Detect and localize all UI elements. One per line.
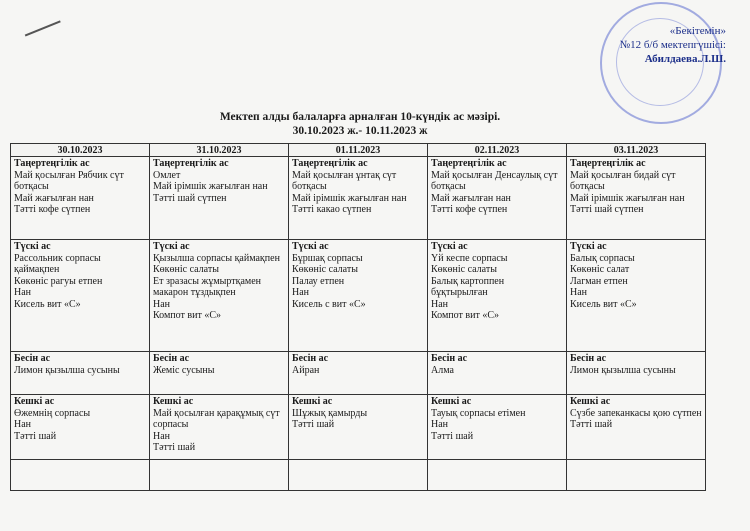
menu-item: Тәтті шай — [431, 430, 474, 442]
menu-item: Компот вит «С» — [153, 310, 222, 321]
meal-title: Бесін ас — [153, 353, 190, 364]
meal-title: Таңертеңгілік ас — [431, 158, 507, 169]
meal-title: Кешкі ас — [153, 396, 194, 407]
menu-item: Көкөніс салат — [570, 264, 630, 275]
menu-item: Май қосылған ұнтақ сүт ботқасы — [292, 169, 397, 192]
date-header: 03.11.2023 — [567, 144, 706, 157]
menu-item: Балық картоппен бұқтырылған — [431, 275, 505, 298]
meal-title: Таңертеңгілік ас — [570, 158, 646, 169]
empty-cell — [150, 460, 289, 491]
date-header: 31.10.2023 — [150, 144, 289, 157]
menu-item: Лимон қызылша сусыны — [14, 364, 120, 376]
meal-title: Түскі ас — [570, 241, 607, 252]
menu-item: Кисель вит «С» — [14, 298, 81, 310]
meal-title: Кешкі ас — [570, 396, 611, 407]
empty-cell — [567, 460, 706, 491]
menu-cell — [567, 395, 706, 460]
meal-title: Кешкі ас — [431, 396, 472, 407]
menu-item: Нан — [153, 430, 171, 442]
menu-item: Алма — [431, 364, 454, 376]
menu-cell — [11, 240, 150, 352]
menu-item: Тәтті шай сүтпен — [570, 204, 644, 215]
menu-item: Нан — [14, 419, 32, 430]
menu-item: Тәтті шай — [570, 419, 613, 430]
menu-item: Тәтті кофе сүтпен — [431, 204, 508, 215]
menu-item: Қызылша сорпасы қаймақпен — [153, 252, 280, 264]
lunch-row — [11, 240, 706, 352]
menu-cell — [150, 157, 289, 240]
approval-signatory: Абилдаева.Л.Ш. — [644, 53, 726, 65]
menu-item: Сүзбе запеканкасы қою сүтпен — [570, 407, 702, 419]
menu-cell — [567, 157, 706, 240]
menu-item: Бұршақ сорпасы — [292, 252, 363, 264]
menu-item: Май қосылған Денсаулық сүт ботқасы — [431, 169, 558, 192]
meal-title: Бесін ас — [292, 353, 329, 364]
menu-item: Өжемнің сорпасы — [14, 407, 91, 419]
meal-title: Кешкі ас — [292, 396, 333, 407]
menu-cell — [289, 240, 428, 352]
date-header-row — [11, 144, 706, 157]
menu-item: Май қосылған Рябчик сүт ботқасы — [14, 169, 124, 192]
meal-title: Бесін ас — [570, 353, 607, 364]
afternoon-snack-row — [11, 352, 706, 395]
document-title: Мектеп алды балаларға арналған 10-күндік ас мәзірі. — [219, 111, 501, 123]
meal-title: Кешкі ас — [14, 396, 55, 407]
approval-heading: «Бекітемін» — [669, 25, 726, 37]
meal-title: Түскі ас — [14, 241, 51, 252]
meal-title: Бесін ас — [431, 353, 468, 364]
meal-title: Түскі ас — [153, 241, 190, 252]
menu-cell — [11, 395, 150, 460]
menu-item: Нан — [570, 287, 588, 298]
meal-title: Түскі ас — [292, 241, 329, 252]
document-period: 30.10.2023 ж.- 10.11.2023 ж — [292, 125, 428, 137]
menu-item: Май қосылған қарақұмық сүт сорпасы — [153, 407, 280, 430]
menu-cell — [150, 240, 289, 352]
menu-item: Май ірімшік жағылған нан — [153, 181, 268, 192]
menu-item: Май ірімшік жағылған нан — [292, 192, 407, 204]
menu-item: Нан — [292, 287, 310, 298]
empty-cell — [11, 460, 150, 491]
menu-item: Нан — [431, 298, 449, 310]
menu-cell — [428, 240, 567, 352]
menu-item: Нан — [431, 419, 449, 430]
menu-table — [10, 143, 706, 491]
menu-item: Май жағылған нан — [14, 192, 94, 204]
menu-item: Нан — [14, 287, 32, 298]
menu-item: Тәтті какао сүтпен — [292, 204, 372, 215]
menu-cell — [428, 395, 567, 460]
menu-item: Үй кеспе сорпасы — [431, 252, 508, 264]
empty-cell — [428, 460, 567, 491]
menu-cell — [11, 352, 150, 395]
menu-item: Балық сорпасы — [570, 252, 635, 264]
menu-item: Кисель вит «С» — [570, 298, 637, 310]
menu-item: Шұжық қамырды — [292, 407, 368, 419]
menu-item: Нан — [153, 298, 171, 310]
menu-cell — [428, 157, 567, 240]
meal-title: Таңертеңгілік ас — [153, 158, 229, 169]
meal-title: Түскі ас — [431, 241, 468, 252]
menu-item: Көкөніс салаты — [431, 264, 497, 275]
menu-item: Көкөніс рагуы етпен — [14, 275, 103, 287]
menu-item: Көкөніс салаты — [292, 264, 358, 275]
menu-item: Омлет — [153, 169, 181, 181]
meal-title: Таңертеңгілік ас — [292, 158, 368, 169]
menu-item: Ет зразасы жұмыртқамен макарон тұздықпен — [153, 275, 262, 298]
menu-item: Кисель с вит «С» — [292, 298, 366, 310]
menu-cell — [150, 395, 289, 460]
date-header: 01.11.2023 — [289, 144, 428, 157]
empty-cell — [289, 460, 428, 491]
menu-cell — [567, 352, 706, 395]
menu-item: Компот вит «С» — [431, 310, 500, 321]
menu-cell — [567, 240, 706, 352]
menu-item: Айран — [292, 364, 320, 376]
pen-mark — [25, 20, 65, 47]
menu-item: Тәтті шай сүтпен — [153, 192, 227, 204]
menu-item: Тәтті кофе сүтпен — [14, 204, 91, 215]
menu-item: Көкөніс салаты — [153, 264, 219, 275]
approval-block — [620, 24, 726, 66]
menu-item: Тәтті шай — [153, 442, 196, 453]
dinner-row — [11, 395, 706, 460]
menu-item: Тәтті шай — [14, 430, 57, 442]
empty-row — [11, 460, 706, 491]
menu-item: Палау етпен — [292, 275, 345, 287]
meal-title: Бесін ас — [14, 353, 51, 364]
approval-position: №12 б/б мектепгүшісі: — [619, 39, 726, 51]
menu-cell — [289, 157, 428, 240]
menu-item: Лимон қызылша сусыны — [570, 364, 676, 376]
menu-item: Жеміс сусыны — [153, 364, 215, 376]
meal-title: Таңертеңгілік ас — [14, 158, 90, 169]
menu-cell — [289, 395, 428, 460]
date-header: 02.11.2023 — [428, 144, 567, 157]
menu-item: Май қосылған бидай сүт ботқасы — [570, 169, 676, 192]
menu-item: Май жағылған нан — [431, 192, 511, 204]
menu-item: Тауық сорпасы етімен — [431, 407, 526, 419]
menu-item: Май ірімшік жағылған нан — [570, 192, 685, 204]
date-header: 30.10.2023 — [11, 144, 150, 157]
menu-item: Тәтті шай — [292, 419, 335, 430]
menu-cell — [289, 352, 428, 395]
menu-cell — [11, 157, 150, 240]
menu-item: Рассольник сорпасы қаймақпен — [14, 252, 101, 275]
breakfast-row — [11, 157, 706, 240]
menu-cell — [428, 352, 567, 395]
menu-item: Лагман етпен — [570, 275, 628, 287]
menu-cell — [150, 352, 289, 395]
